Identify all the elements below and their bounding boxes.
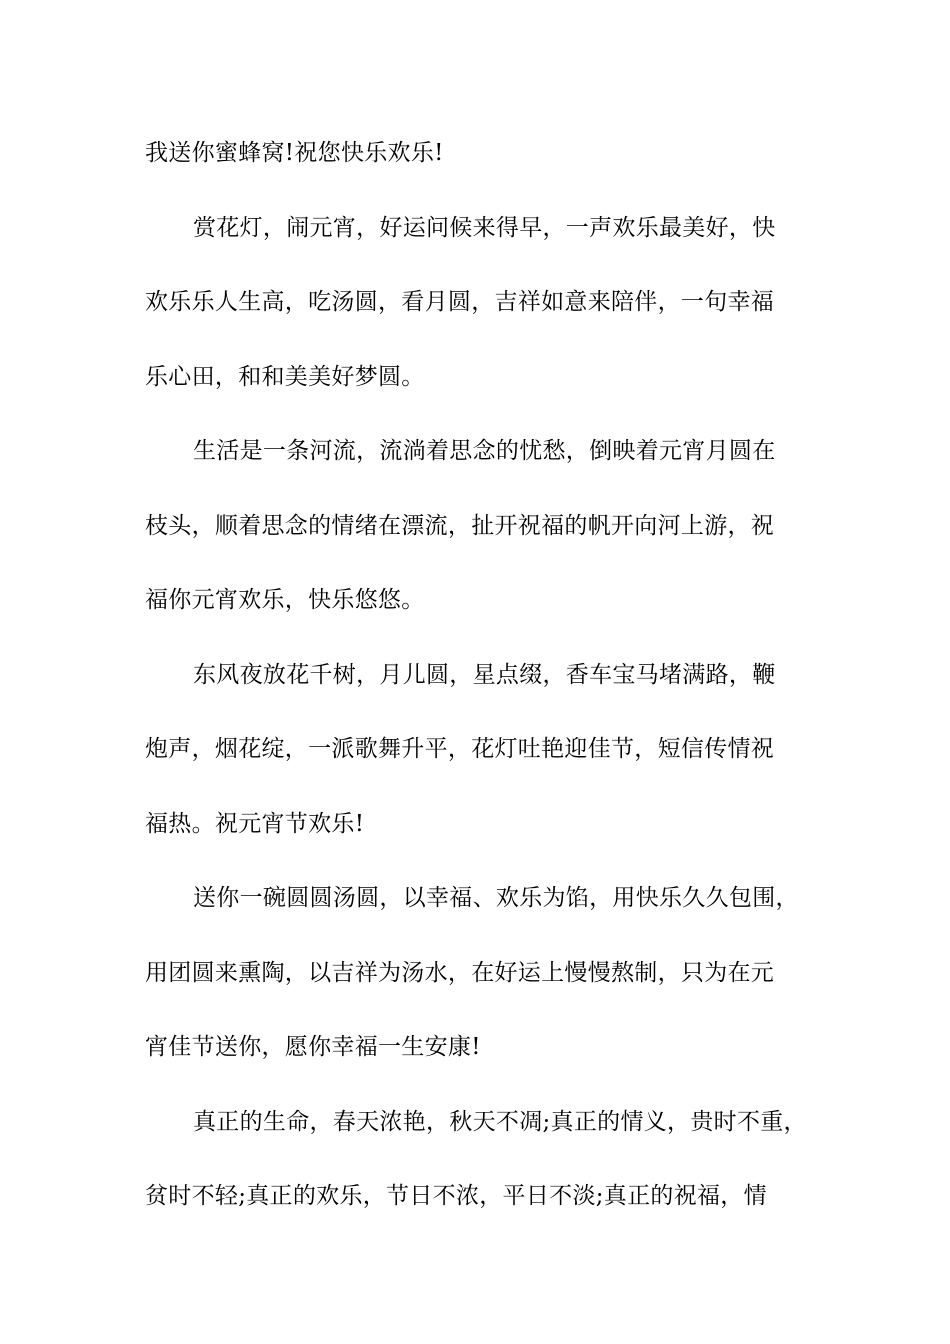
text-line: 乐心田，和和美美好梦圆。	[145, 363, 425, 390]
text-line: 赏花灯，闹元宵，好运问候来得早，一声欢乐最美好，快	[193, 214, 776, 241]
text-line: 用团圆来熏陶，以吉祥为汤水，在好运上慢慢熬制，只为在元	[145, 959, 775, 986]
document-body	[145, 130, 807, 1248]
text-line: 枝头，顺着思念的情绪在漂流，扯开祝福的帆开向河上游，祝	[145, 512, 775, 539]
text-line: 生活是一条河流，流淌着思念的忧愁，倒映着元宵月圆在	[193, 438, 776, 464]
text-line: 贫时不轻;真正的欢乐，节日不浓，平日不淡;真正的祝福，情	[145, 1183, 767, 1209]
text-line: 宵佳节送你，愿你幸福一生安康!	[145, 1034, 481, 1060]
text-line: 真正的生命，春天浓艳，秋天不凋;真正的情义，贵时不重，	[193, 1108, 807, 1135]
text-line: 福热。祝元宵节欢乐!	[145, 810, 365, 837]
text-line: 我送你蜜蜂窝!祝您快乐欢乐!	[145, 140, 444, 166]
text-line: 炮声，烟花绽，一派歌舞升平，花灯吐艳迎佳节，短信传情祝	[145, 736, 775, 762]
text-line: 送你一碗圆圆汤圆，以幸福、欢乐为馅，用快乐久久包围，	[193, 885, 799, 911]
text-line: 欢乐乐人生高，吃汤圆，看月圆，吉祥如意来陪伴，一句幸福	[145, 289, 775, 315]
text-line: 东风夜放花千树，月儿圆，星点缀，香车宝马堵满路，鞭	[193, 661, 776, 688]
text-line: 福你元宵欢乐，快乐悠悠。	[145, 587, 425, 613]
